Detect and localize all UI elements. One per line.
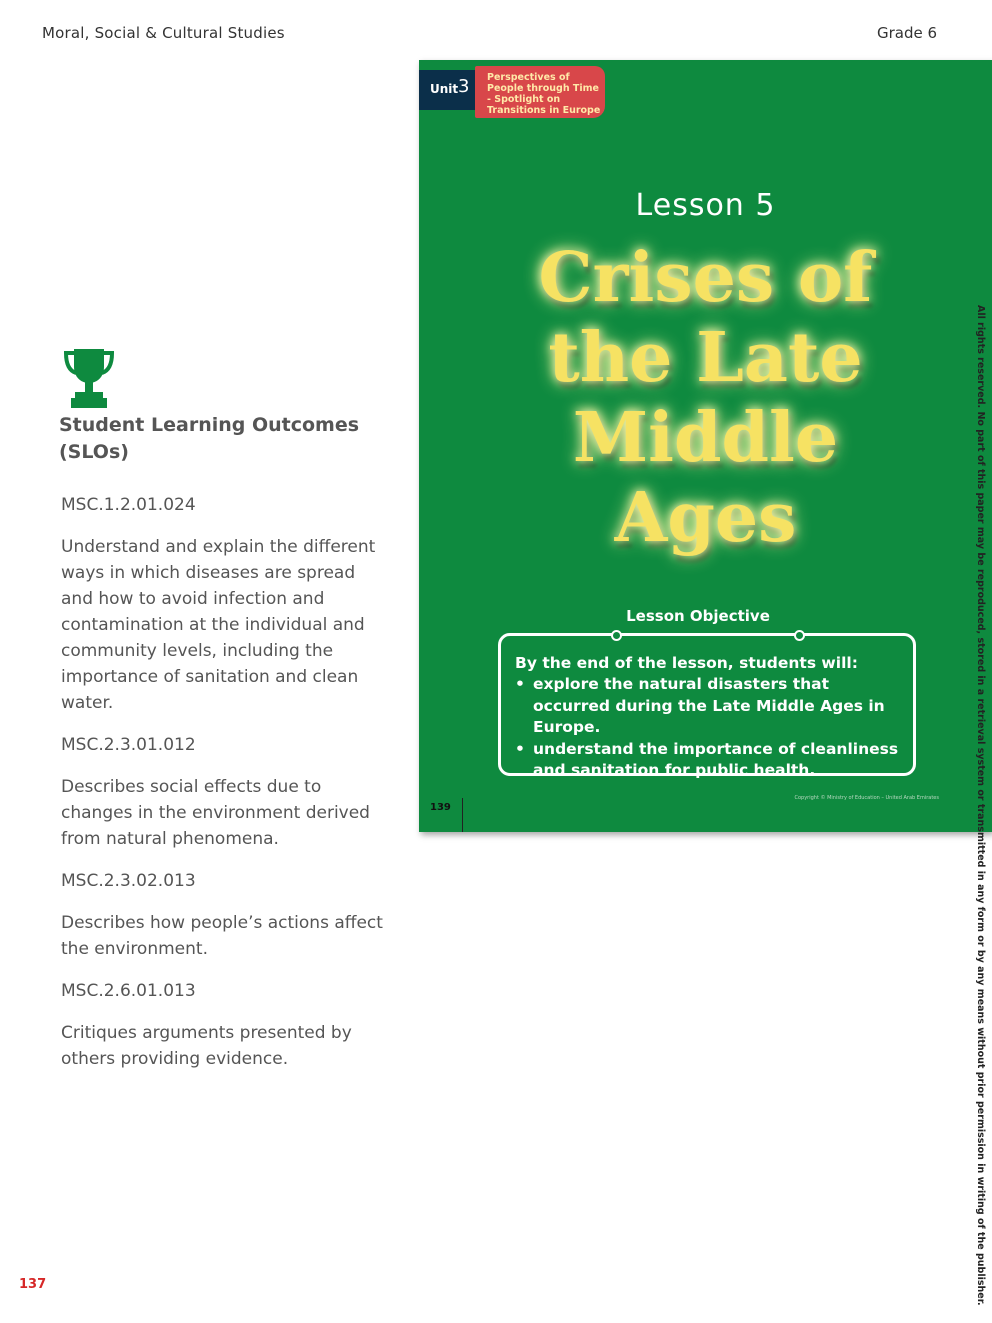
rights-note-text: All rights reserved. No part of this paper may be reproduced, stored in a retrieval system or transmitted in any form or by any means without prior permission in writing of the publisher. xyxy=(975,305,986,1306)
lesson-title: Crises of the Late Middle Ages xyxy=(538,238,873,558)
divider xyxy=(462,798,463,832)
trophy-icon xyxy=(62,347,116,409)
objective-list xyxy=(515,674,907,782)
objective-intro: By the end of the lesson, students will: xyxy=(515,654,858,672)
slo-description: Understand and explain the different ways in which diseases are spread and how to avoid infection and contamination at the individual and community levels, including the importance of sanitation and clean water. xyxy=(61,537,376,713)
slo-description: Critiques arguments presented by others providing evidence. xyxy=(61,1023,352,1069)
slo-code: MSC.1.2.01.024 xyxy=(61,495,196,515)
unit-tag xyxy=(419,70,475,110)
cover-page-number: 139 xyxy=(430,802,451,813)
slo-title: Student Learning Outcomes (SLOs) xyxy=(59,414,360,463)
unit-number: 3 xyxy=(458,76,470,97)
page-number: 137 xyxy=(19,1277,47,1292)
slo-description: Describes how people’s actions affect the environment. xyxy=(61,913,383,959)
grade-header: Grade 6 xyxy=(877,24,938,42)
unit-title: Perspectives of People through Time - Spotlight on Transitions in Europe xyxy=(487,72,601,116)
objective-heading: Lesson Objective xyxy=(623,606,773,627)
rights-note xyxy=(974,305,988,1306)
slo-code: MSC.2.3.01.012 xyxy=(61,735,196,755)
subject-header: Moral, Social & Cultural Studies xyxy=(42,24,285,42)
slo-code: MSC.2.6.01.013 xyxy=(61,981,196,1001)
unit-word: Unit xyxy=(430,82,459,96)
objective-item: • explore the natural disasters that occurred during the Late Middle Ages in Europe. xyxy=(515,674,907,739)
connector-dot xyxy=(794,630,805,641)
lesson-cover-image xyxy=(419,60,992,832)
objective-item: • understand the importance of cleanliness and sanitation for public health. xyxy=(515,739,907,782)
unit-title-banner xyxy=(475,66,605,118)
lesson-label: Lesson 5 xyxy=(635,188,776,223)
connector-dot xyxy=(611,630,622,641)
slo-list xyxy=(61,492,391,1088)
cover-copyright: Copyright © Ministry of Education – United Arab Emirates xyxy=(794,795,939,801)
slo-description: Describes social effects due to changes in the environment derived from natural phenomena. xyxy=(61,777,370,849)
slo-code: MSC.2.3.02.013 xyxy=(61,871,196,891)
